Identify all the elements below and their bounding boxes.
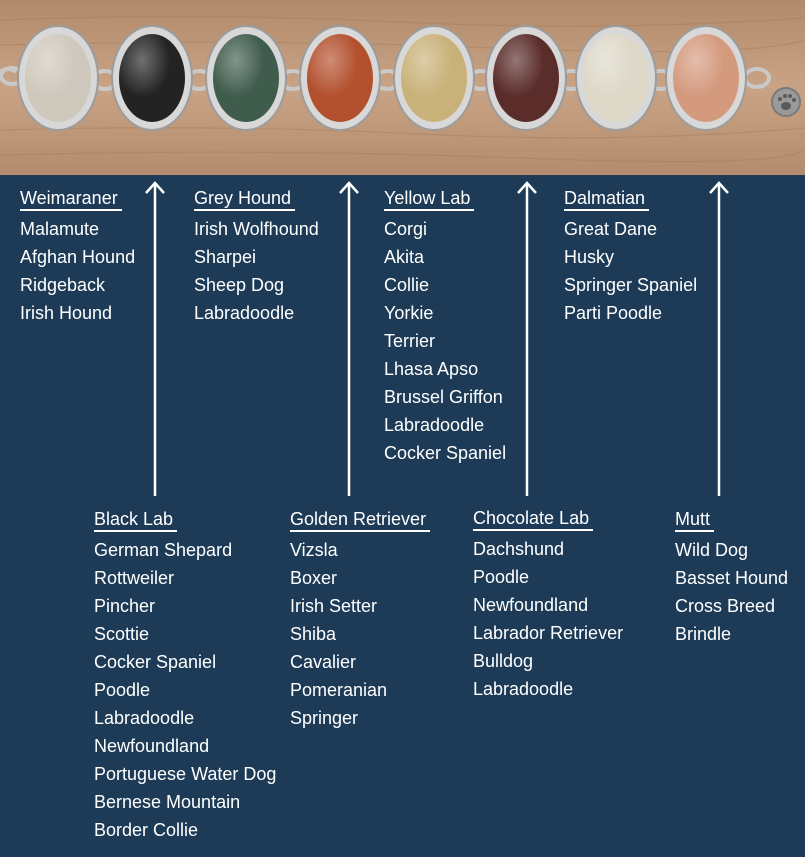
breed-item: Cocker Spaniel xyxy=(384,443,507,463)
breed-item: Labradoodle xyxy=(194,303,295,323)
group-weimaraner xyxy=(20,184,135,327)
group-heading: Black Lab xyxy=(94,508,177,532)
chocolate-lab-stone xyxy=(486,26,566,130)
breed-item: Yorkie xyxy=(384,303,434,323)
yellow-lab-stone xyxy=(394,26,474,130)
breed-item: Great Dane xyxy=(564,219,658,239)
breed-item: Irish Hound xyxy=(20,303,113,323)
breed-item: Wild Dog xyxy=(675,540,749,560)
group-heading: Dalmatian xyxy=(564,187,649,211)
weimaraner-stone xyxy=(18,26,98,130)
breed-item: Labradoodle xyxy=(473,679,574,699)
dalmatian-stone xyxy=(576,26,656,130)
breed-item: Malamute xyxy=(20,219,100,239)
breed-item: Springer Spaniel xyxy=(564,275,698,295)
breed-item: Rottweiler xyxy=(94,568,175,588)
breed-item: Cavalier xyxy=(290,652,357,672)
breed-item: Cross Breed xyxy=(675,596,776,616)
breed-item: Vizsla xyxy=(290,540,338,560)
breed-item: Ridgeback xyxy=(20,275,106,295)
golden-retriever-stone xyxy=(300,26,380,130)
breed-item: Labradoodle xyxy=(94,708,195,728)
group-mutt xyxy=(675,505,788,648)
breed-item: Irish Setter xyxy=(290,596,378,616)
breed-item: Shiba xyxy=(290,624,337,644)
group-yellow-lab xyxy=(384,184,506,467)
breed-item: Bernese Mountain xyxy=(94,792,241,812)
breed-item: Sharpei xyxy=(194,247,257,267)
arrow-black-lab xyxy=(145,180,165,498)
black-lab-stone xyxy=(112,26,192,130)
breed-item: Parti Poodle xyxy=(564,303,663,323)
breed-item: Irish Wolfhound xyxy=(194,219,319,239)
group-heading: Yellow Lab xyxy=(384,187,474,211)
breed-item: Collie xyxy=(384,275,430,295)
breed-item: Sheep Dog xyxy=(194,275,285,295)
breed-item: Labradoodle xyxy=(384,415,485,435)
group-grey-hound xyxy=(194,184,319,327)
breed-item: Poodle xyxy=(94,680,151,700)
group-chocolate-lab xyxy=(473,504,623,703)
breed-item: Bulldog xyxy=(473,651,534,671)
breed-item: Poodle xyxy=(473,567,530,587)
group-golden-retriever xyxy=(290,505,430,732)
arrow-chocolate-lab xyxy=(517,180,537,498)
breed-item: Pincher xyxy=(94,596,156,616)
breed-item: Cocker Spaniel xyxy=(94,652,217,672)
bracelet-photo xyxy=(0,0,805,175)
breed-item: Border Collie xyxy=(94,820,199,840)
breed-item: Corgi xyxy=(384,219,428,239)
breed-item: Terrier xyxy=(384,331,436,351)
group-heading: Grey Hound xyxy=(194,187,295,211)
group-heading: Golden Retriever xyxy=(290,508,430,532)
breed-item: Lhasa Apso xyxy=(384,359,479,379)
breed-item: Dachshund xyxy=(473,539,565,559)
breed-item: Pomeranian xyxy=(290,680,388,700)
paw-charm xyxy=(772,88,800,116)
breed-item: Newfoundland xyxy=(473,595,589,615)
mutt-stone xyxy=(666,26,746,130)
group-heading: Chocolate Lab xyxy=(473,507,593,531)
group-dalmatian xyxy=(564,184,697,327)
breed-item: Husky xyxy=(564,247,615,267)
breed-item: German Shepard xyxy=(94,540,233,560)
arrow-golden-retriever xyxy=(339,180,359,498)
group-heading: Mutt xyxy=(675,508,714,532)
group-black-lab xyxy=(94,505,276,844)
breed-item: Afghan Hound xyxy=(20,247,136,267)
grey-hound-stone xyxy=(206,26,286,130)
arrow-mutt xyxy=(709,180,729,498)
breed-item: Boxer xyxy=(290,568,338,588)
breed-item: Basset Hound xyxy=(675,568,789,588)
breed-item: Brindle xyxy=(675,624,732,644)
breed-item: Springer xyxy=(290,708,359,728)
breed-item: Newfoundland xyxy=(94,736,210,756)
breed-item: Portuguese Water Dog xyxy=(94,764,277,784)
breed-item: Brussel Griffon xyxy=(384,387,503,407)
breed-item: Scottie xyxy=(94,624,150,644)
breed-item: Labrador Retriever xyxy=(473,623,624,643)
group-heading: Weimaraner xyxy=(20,187,122,211)
breed-item: Akita xyxy=(384,247,425,267)
